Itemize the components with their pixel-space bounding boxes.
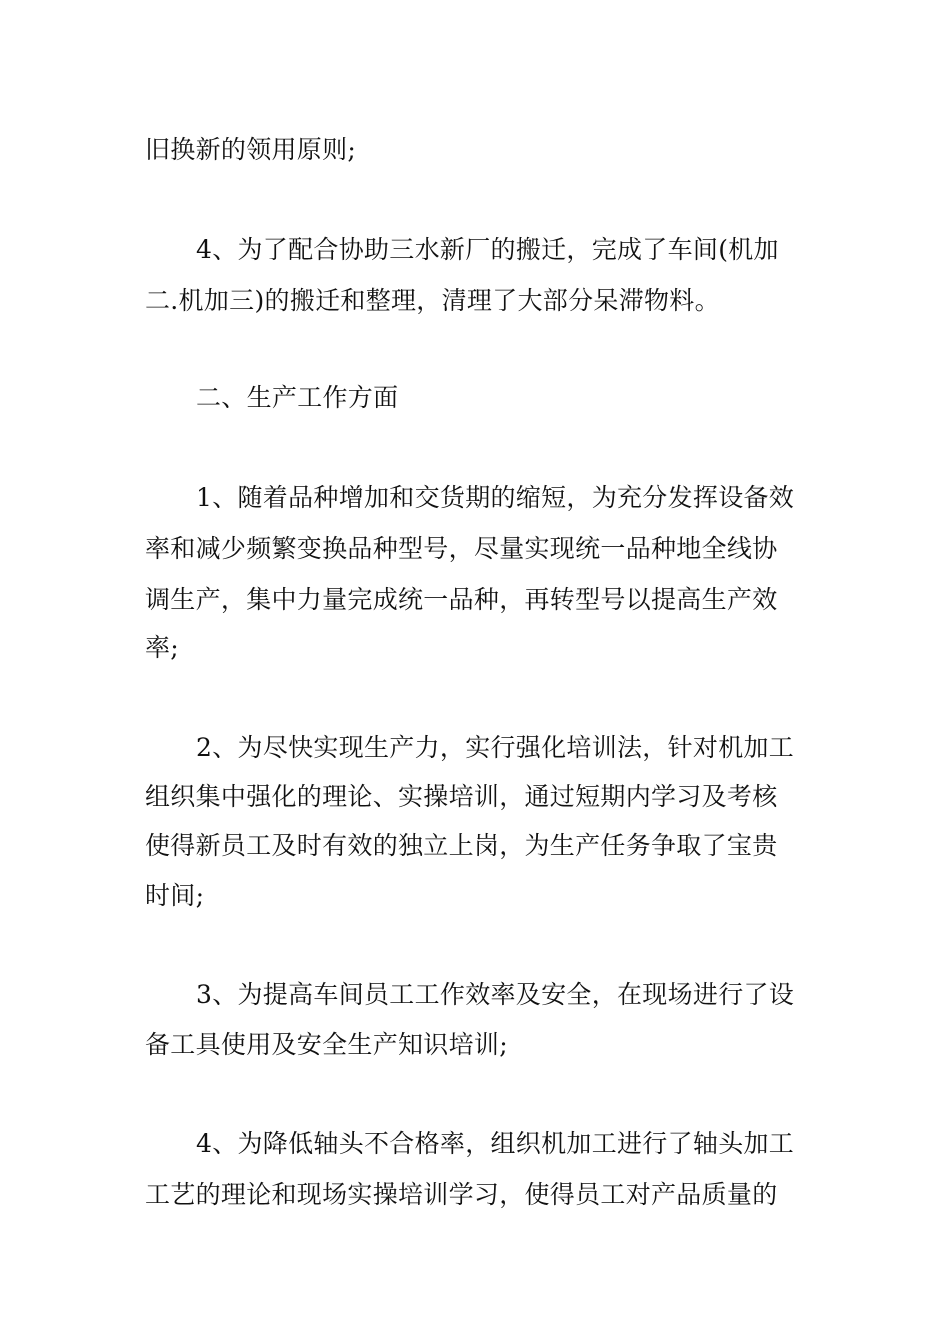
paragraph-line-item-2-start: 2、为尽快实现生产力，实行强化培训法，针对机加工 <box>196 733 795 762</box>
paragraph-line: 备工具使用及安全生产知识培训; <box>145 1030 508 1059</box>
paragraph-line: 工艺的理论和现场实操培训学习，使得员工对产品质量的 <box>145 1180 778 1209</box>
section-heading: 二、生产工作方面 <box>196 383 399 412</box>
paragraph-line-item-1-start: 1、随着品种增加和交货期的缩短，为充分发挥设备效 <box>196 483 795 512</box>
paragraph-line-continuation: 旧换新的领用原则; <box>145 135 357 164</box>
paragraph-line: 调生产，集中力量完成统一品种，再转型号以提高生产效 <box>145 585 778 614</box>
paragraph-line: 二.机加三)的搬迁和整理，清理了大部分呆滞物料。 <box>145 286 720 315</box>
paragraph-line-item-3-start: 3、为提高车间员工工作效率及安全，在现场进行了设 <box>196 980 795 1009</box>
paragraph-line: 组织集中强化的理论、实操培训，通过短期内学习及考核 <box>145 782 778 811</box>
paragraph-line: 使得新员工及时有效的独立上岗，为生产任务争取了宝贵 <box>145 831 778 860</box>
paragraph-line: 时间; <box>145 881 205 910</box>
paragraph-line-item-4b-start: 4、为降低轴头不合格率，组织机加工进行了轴头加工 <box>196 1129 795 1158</box>
paragraph-line: 率; <box>145 633 180 662</box>
paragraph-line-item-4-start: 4、为了配合协助三水新厂的搬迁，完成了车间(机加 <box>196 235 779 264</box>
paragraph-line: 率和减少频繁变换品种型号，尽量实现统一品种地全线协 <box>145 534 778 563</box>
